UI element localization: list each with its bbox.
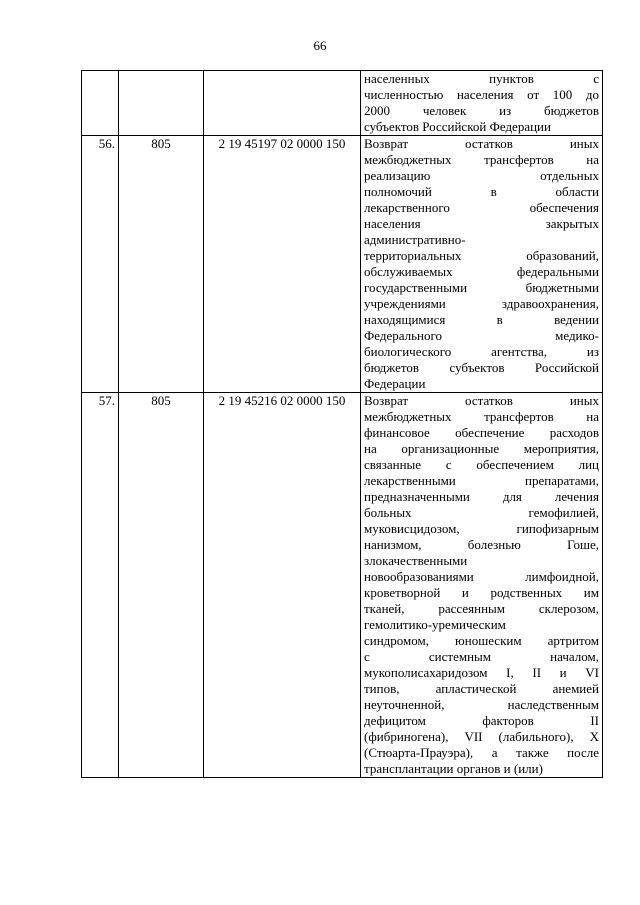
text-line: межбюджетных трансфертов на (364, 152, 599, 167)
text-line: учреждениями здравоохранения, (364, 296, 599, 311)
table-row (82, 71, 603, 136)
text-line: государственными бюджетными (364, 280, 599, 295)
row-number-cell: 57. (82, 393, 119, 778)
text-line: межбюджетных трансфертов на (364, 409, 599, 424)
admin-code-cell: 805 (119, 393, 204, 778)
text-line: тканей, рассеянным склерозом, (364, 601, 599, 616)
text-line: реализацию отдельных (364, 168, 599, 183)
text-line: гемолитико-уремическим (364, 617, 506, 632)
text-line: бюджетов субъектов Российской (364, 360, 599, 375)
table-body (82, 71, 603, 778)
table-row (82, 136, 603, 393)
text-line: субъектов Российской Федерации (364, 119, 551, 134)
text-line: Федерального медико- (364, 328, 599, 343)
row-number-cell: 56. (82, 136, 119, 393)
page-number: 66 (313, 38, 327, 53)
revenue-name-cell (361, 136, 603, 393)
text-line: населенных пунктов с (364, 71, 599, 86)
text-line: типов, апластической анемией (364, 681, 599, 696)
text-line: нанизмом, болезнью Гоше, (364, 537, 599, 552)
text-line: биологического агентства, из (364, 344, 599, 359)
text-line: муковисцидозом, гипофизарным (364, 521, 599, 536)
revenue-name-cell (361, 71, 603, 136)
text-line: населения закрытых (364, 216, 599, 231)
text-line: дефицитом факторов II (364, 713, 599, 728)
text-line: (фибриногена), VII (лабильного), X (364, 729, 599, 744)
text-line: на организационные мероприятия, (364, 441, 599, 456)
revenue-name-cell (361, 393, 603, 778)
admin-code-cell: 805 (119, 136, 204, 393)
text-line: неуточненной, наследственным (364, 697, 599, 712)
text-line: предназначенными для лечения (364, 489, 599, 504)
text-line: находящимися в ведении (364, 312, 599, 327)
table-row (82, 393, 603, 778)
budget-classification-code-cell: 2 19 45216 02 0000 150 (204, 393, 361, 778)
text-line: Возврат остатков иных (364, 136, 599, 151)
revenue-codes-table (81, 70, 603, 778)
admin-code-cell (119, 71, 204, 136)
text-line: финансовое обеспечение расходов (364, 425, 599, 440)
text-line: полномочий в области (364, 184, 599, 199)
text-line: 2000 человек из бюджетов (364, 103, 599, 118)
text-line: с системным началом, (364, 649, 599, 664)
text-line: Федерации (364, 376, 426, 391)
text-line: обслуживаемых федеральными (364, 264, 599, 279)
text-line: больных гемофилией, (364, 505, 599, 520)
row-number-cell (82, 71, 119, 136)
text-line: Возврат остатков иных (364, 393, 599, 408)
budget-classification-code-cell: 2 19 45197 02 0000 150 (204, 136, 361, 393)
text-line: территориальных образований, (364, 248, 599, 263)
text-line: мукополисахаридозом I, II и VI (364, 665, 599, 680)
text-line: трансплантации органов и (или) (364, 761, 543, 776)
text-line: лекарственного обеспечения (364, 200, 599, 215)
text-line: злокачественными (364, 553, 468, 568)
text-line: новообразованиями лимфоидной, (364, 569, 599, 584)
budget-classification-code-cell (204, 71, 361, 136)
text-line: (Стюарта-Прауэра), а также после (364, 745, 599, 760)
text-line: кроветворной и родственных им (364, 585, 599, 600)
text-line: связанные с обеспечением лиц (364, 457, 599, 472)
text-line: синдромом, юношеским артритом (364, 633, 599, 648)
text-line: лекарственными препаратами, (364, 473, 599, 488)
text-line: административно- (364, 232, 466, 247)
text-line: численностью населения от 100 до (364, 87, 599, 102)
